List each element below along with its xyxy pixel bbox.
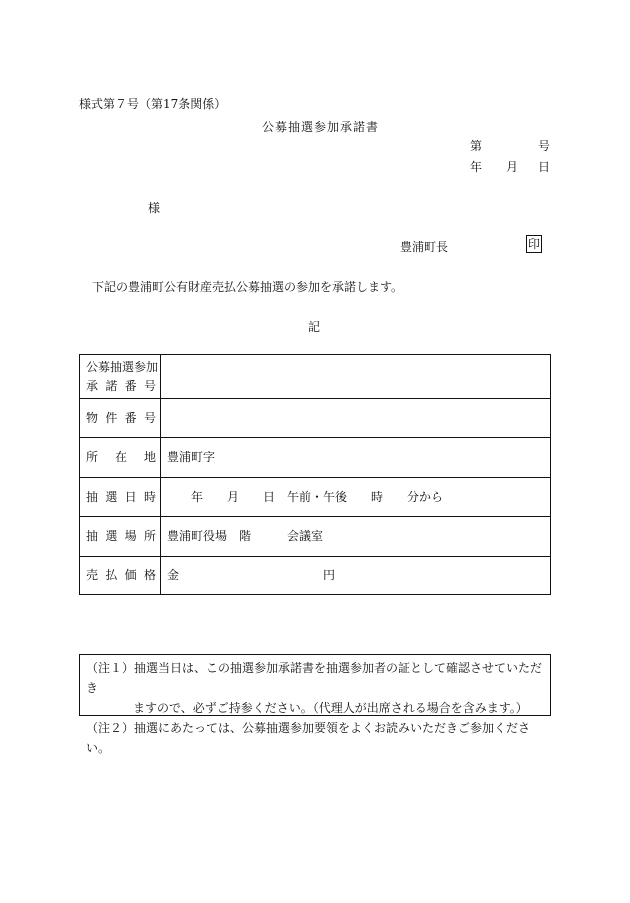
row-label — [80, 355, 161, 399]
table-row — [80, 517, 551, 557]
table-row — [80, 399, 551, 438]
issuer-name: 豊浦町長 — [400, 240, 449, 254]
table-row — [80, 478, 551, 517]
seal-mark: 印 — [527, 237, 540, 251]
location-value: 豊浦町字 — [161, 438, 551, 478]
sale-price-value: 金 円 — [161, 557, 551, 595]
label-text: 物 件 番 号 — [86, 410, 156, 425]
note-1-line-1: （注１）抽選当日は、この抽選参加承諾書を抽選参加者の証として確認させていただき — [86, 661, 543, 695]
row-label — [80, 438, 161, 478]
date-year: 年 — [470, 160, 483, 174]
document-title: 公募抽選参加承諾書 — [262, 120, 380, 134]
notes-box — [79, 654, 551, 755]
approval-statement: 下記の豊浦町公有財産売払公募抽選の参加を承諾します。 — [92, 280, 404, 294]
label-text: 売 払 価 格 — [86, 568, 156, 582]
number-prefix: 第 — [470, 139, 483, 153]
property-number-value — [161, 399, 551, 438]
note-2: （注２）抽選にあたっては、公募抽選参加要領をよくお読みいただきご参加ください。 — [86, 721, 531, 755]
label-text: 所 在 地 — [86, 450, 156, 464]
row-label — [80, 517, 161, 557]
label-text: 抽 選 日 時 — [86, 489, 156, 504]
table-row — [80, 355, 551, 399]
row-label — [80, 557, 161, 595]
row-label — [80, 478, 161, 517]
label-text: 抽 選 場 所 — [86, 529, 156, 543]
details-table — [79, 354, 551, 595]
lottery-place-value: 豊浦町役場 階 会議室 — [161, 517, 551, 557]
table-row — [80, 438, 551, 478]
addressee-line: 様 — [148, 201, 161, 215]
approval-number-value — [161, 355, 551, 399]
ki-heading: 記 — [308, 320, 321, 334]
label-line1: 公募抽選参加 — [86, 359, 159, 374]
table-row — [80, 557, 551, 595]
number-suffix: 号 — [537, 139, 550, 153]
form-number: 様式第７号（第17条関係） — [79, 97, 227, 111]
date-month: 月 — [506, 160, 519, 174]
note-1-line-2: ますので、必ずご持参ください。（代理人が出席される場合を含みます。） — [133, 701, 528, 715]
label-line2: 承 諾 番 号 — [86, 378, 156, 393]
lottery-datetime-value: 年 月 日 午前・午後 時 分から — [161, 478, 551, 517]
date-day: 日 — [537, 160, 550, 174]
row-label — [80, 399, 161, 438]
